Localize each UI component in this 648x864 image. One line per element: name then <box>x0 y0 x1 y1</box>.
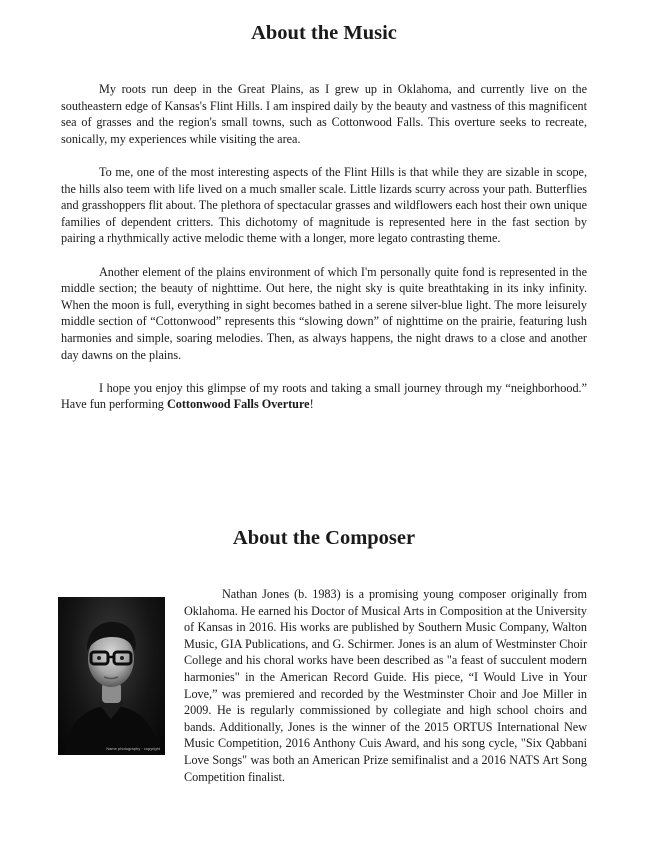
music-paragraph-closing <box>61 380 587 413</box>
closing-punctuation: ! <box>309 397 314 412</box>
closing-text: I hope you enjoy this glimpse of my roots and taking a small journey through my “neighborhood.” Have fun performing <box>61 380 587 412</box>
music-paragraph-1: My roots run deep in the Great Plains, as I grew up in Oklahoma, and currently live on the southeastern edge of Kansas's Flint Hills. I am inspired daily by the beauty and vastness of this magnificent sea of grasses and the region's small towns, such as Cottonwood Falls. This overture seeks to recreate, sonically, my experiences while visiting the area. <box>61 82 587 146</box>
about-the-composer-body <box>184 586 587 785</box>
about-the-composer-heading: About the Composer <box>232 527 416 549</box>
piece-title: Cottonwood Falls Overture <box>166 397 310 412</box>
about-the-music-body <box>61 81 587 429</box>
composer-bio: Nathan Jones (b. 1983) is a promising young composer originally from Oklahoma. He earned his Doctor of Musical Arts in Composition at the University of Kansas in 2016. His works are published by Southern Music Company, Walton Music, GIA Publications, and G. Schirmer. Jones is an alum of Westminster Choir College and his choral works have been described as "a feast of succulent modern harmonies" in the American Record Guide. His piece, “I Would Live in Your Love,” was premiered and recorded by the Westminster Choir and Joe Miller in 2009. He is regularly commissioned by collegiate and high school choirs and bands. Additionally, Jones is the winner of the 2015 ORTUS International New Music Competition, 2016 Anthony Cuis Award, and his song cycle, "Six Qabbani Love Songs" was both an American Prize semifinalist and a 2016 NATS Art Song Competition finalist. <box>184 587 587 784</box>
music-paragraph-3: Another element of the plains environment of which I'm personally quite fond is represented in the middle section; the beauty of nighttime. Out here, the night sky is quite breathtaking in its inky infinity. When the moon is full, everything in sight becomes bathed in a serene silver-blue light. The more leisurely middle section of “Cottonwood” represents this “slowing down” of nighttime on the prairie, featuring lush harmonies and simple, soaring melodies. Then, as always happens, the night draws to a close and another day dawns on the plains. <box>61 264 587 362</box>
photo-credit: Name photography · copyright <box>106 746 160 751</box>
composer-photo <box>58 597 165 755</box>
about-the-music-heading: About the Music <box>251 22 397 44</box>
music-paragraph-2: To me, one of the most interesting aspects of the Flint Hills is that while they are sizable in scope, the hills also teem with life lived on a much smaller scale. Little lizards scurry across your path. Butterflies and grasshoppers flit about. The plethora of spectacular grasses and wildflowers each host their own unique families of dependent critters. This dichotomy of magnitude is represented here in the fast section by pairing a rhythmically active melodic theme with a longer, more legato contrasting theme. <box>61 164 587 246</box>
composer-portrait-icon <box>58 597 165 755</box>
